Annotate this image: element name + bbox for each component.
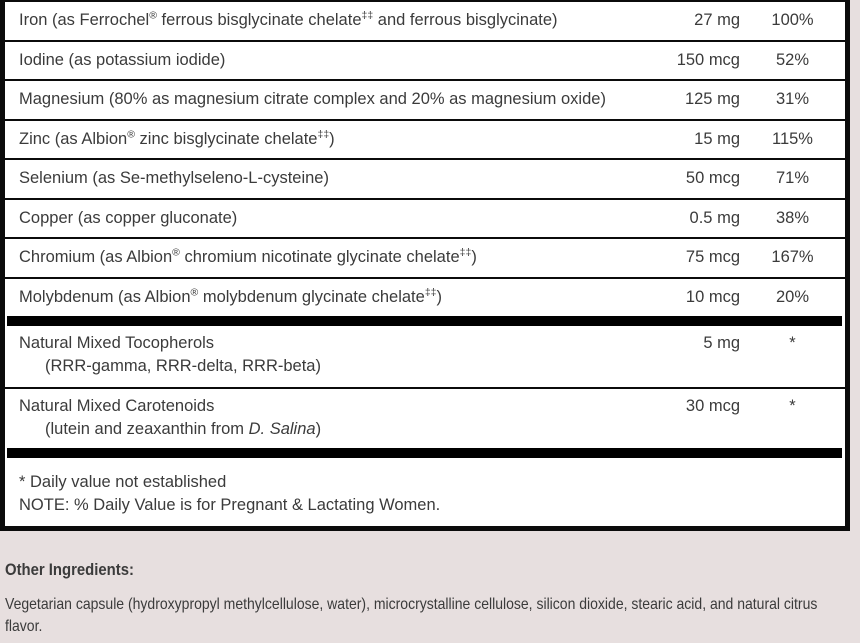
nutrient-name-line (19, 287, 620, 308)
nutrient-name-line (19, 247, 620, 268)
double-dagger-sup: ‡‡ (317, 128, 330, 141)
nutrient-daily-value: 167% (771, 248, 814, 267)
nutrient-name (19, 208, 620, 229)
nutrient-daily-value: 20% (775, 287, 810, 306)
name-part: Zinc (as Albion (19, 129, 128, 148)
nutrient-name-line (19, 208, 620, 229)
nutrient-name (19, 129, 620, 150)
name-part: Magnesium (80% as magnesium citrate complex and 20% as magnesium oxide) (19, 90, 606, 109)
nutrient-daily-value: 100% (771, 11, 814, 30)
nutrient-name (19, 247, 620, 268)
double-dagger-sup: ‡‡ (459, 246, 472, 259)
other-ingredients-text: Vegetarian capsule (hydroxypropyl methylcellulose, water), microcrystalline cellulose, silicon dioxide, stearic acid, and natural citrus flavor. (5, 596, 818, 635)
name-part: Iodine (as potassium iodide) (19, 50, 226, 69)
name-part: Chromium (as Albion (19, 248, 173, 267)
nutrient-name-line (19, 168, 620, 189)
nutrient-name (19, 168, 620, 189)
registered-trademark-sup: ® (190, 286, 199, 299)
species-name-italic: D. Salina (248, 420, 316, 438)
name-part: Copper (as copper gluconate) (19, 208, 238, 227)
nutrient-amount: 75 mcg (685, 248, 740, 267)
table-row (5, 79, 845, 119)
nutrient-subline (45, 356, 620, 377)
nutrient-amount: 150 mcg (676, 50, 740, 69)
name-part: and ferrous bisglycinate) (373, 11, 558, 30)
table-row (5, 326, 845, 387)
nutrient-amount: 15 mg (694, 129, 740, 148)
nutrient-amount: 0.5 mg (689, 208, 740, 227)
nutrient-amount: 30 mcg (685, 397, 740, 415)
name-part: Natural Mixed Tocopherols (19, 334, 215, 352)
name-part: (RRR-gamma, RRR-delta, RRR-beta) (45, 357, 321, 375)
table-row (5, 387, 845, 448)
nutrient-name (19, 396, 620, 440)
double-dagger-sup: ‡‡ (361, 9, 374, 22)
other-ingredients-heading: Other Ingredients: (5, 560, 134, 579)
double-dagger-sup: ‡‡ (424, 286, 437, 299)
nutrient-amount: 50 mcg (685, 169, 740, 188)
footnote-line: * Daily value not established (19, 473, 227, 491)
nutrient-name-line (19, 396, 620, 417)
nutrient-name-line (19, 333, 620, 354)
table-row (5, 2, 845, 40)
name-part: molybdenum glycinate chelate (198, 287, 425, 306)
name-part: ) (329, 129, 335, 148)
nutrient-subline (45, 419, 620, 440)
nutrient-daily-value: 31% (775, 90, 810, 109)
registered-trademark-sup: ® (172, 246, 180, 259)
registered-trademark-sup: ® (149, 9, 157, 22)
name-part: (lutein and zeaxanthin from (45, 420, 249, 438)
nutrient-daily-value: * (789, 397, 796, 415)
nutrient-amount: 27 mg (694, 11, 740, 30)
other-ingredients-inner (5, 560, 845, 638)
name-part: zinc bisglycinate chelate (134, 129, 318, 148)
table-row (5, 277, 845, 317)
other-ingredients-section (5, 560, 860, 638)
name-part: ferrous bisglycinate chelate (156, 11, 362, 30)
nutrient-name-line (19, 129, 620, 150)
nutrient-name (19, 333, 620, 377)
nutrient-name (19, 50, 620, 71)
nutrient-name-line (19, 89, 620, 110)
nutrient-daily-value: 71% (775, 169, 810, 188)
nutrient-name (19, 10, 620, 31)
name-part: ) (315, 420, 322, 438)
footnote-line: NOTE: % Daily Value is for Pregnant & Lactating Women. (19, 496, 441, 514)
nutrient-amount: 10 mcg (685, 287, 740, 306)
thick-divider-bar (7, 448, 842, 458)
table-row (5, 158, 845, 198)
name-part: ) (436, 287, 442, 306)
name-part: Natural Mixed Carotenoids (19, 397, 215, 415)
name-part: Iron (as Ferrochel (19, 11, 150, 30)
table-row (5, 119, 845, 159)
nutrient-daily-value: 52% (775, 50, 810, 69)
nutrient-amount: 5 mg (703, 334, 740, 352)
nutrient-name (19, 287, 620, 308)
nutrient-amount: 125 mg (684, 90, 740, 109)
registered-trademark-sup: ® (127, 128, 135, 141)
table-row (5, 40, 845, 80)
thick-divider-bar (7, 316, 842, 326)
nutrient-daily-value: 115% (772, 129, 813, 148)
name-part: Molybdenum (as Albion (19, 287, 191, 306)
nutrient-name-line (19, 50, 620, 71)
table-row (5, 237, 845, 277)
name-part: chromium nicotinate glycinate chelate (179, 248, 460, 267)
name-part: ) (471, 248, 477, 267)
table-row (5, 198, 845, 238)
nutrient-name (19, 89, 620, 110)
nutrient-daily-value: * (789, 334, 796, 352)
nutrient-name-line (19, 10, 620, 31)
nutrient-daily-value: 38% (775, 208, 810, 227)
name-part: Selenium (as Se-methylseleno-L-cysteine) (19, 169, 329, 188)
footnotes-block (5, 458, 845, 526)
